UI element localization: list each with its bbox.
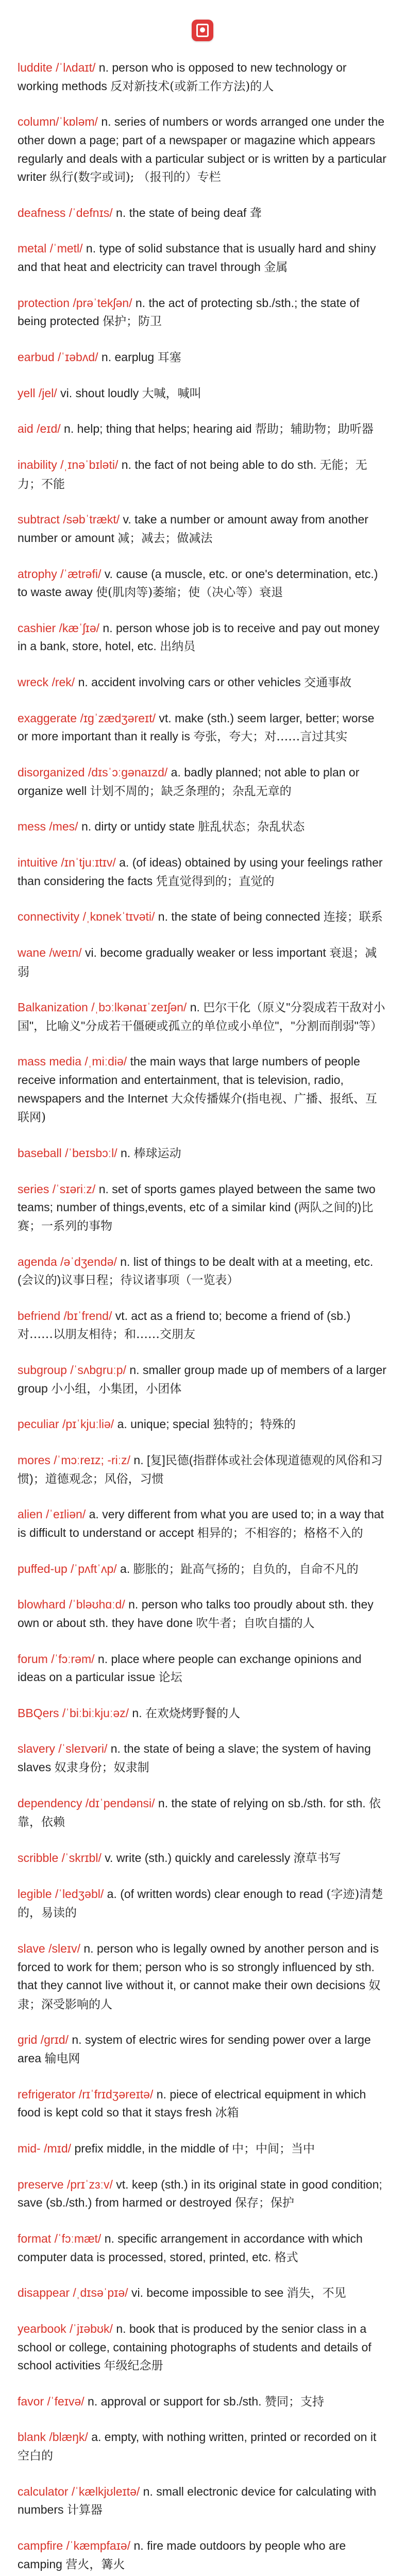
definition: book that is produced by the senior class in a school or college, containing photographs of students and details of school activities [18, 2321, 372, 2372]
glossary-entry [18, 1180, 387, 1236]
chinese-translation: 出纳员 [160, 640, 196, 654]
glossary-entry [18, 673, 387, 692]
phonetic: /ˈɪəbʌd/ [58, 350, 98, 364]
headword: blank [18, 2430, 46, 2444]
glossary-entry [18, 2140, 387, 2159]
headword: series [18, 1182, 49, 1196]
part-of-speech: vi. [85, 945, 97, 959]
phonetic: /ˈbiːbiːkjuːəz/ [62, 1706, 129, 1720]
chinese-translation: 格式 [274, 2250, 298, 2264]
definition: help; thing that helps; hearing aid [77, 422, 252, 436]
part-of-speech: n. [128, 1598, 139, 1612]
part-of-speech: n. [97, 1652, 108, 1666]
definition: person whose job is to receive and pay out money in a bank, store, hotel, etc. [18, 621, 380, 653]
chinese-translation: 无能；无力；不能 [18, 458, 367, 491]
part-of-speech: n. [110, 1742, 121, 1756]
headword: deafness [18, 206, 66, 219]
phonetic: /ɪɡˈzædʒəreɪt/ [80, 711, 156, 725]
definition: fire made outdoors by people who are camping [18, 2539, 346, 2571]
headword: puffed-up [18, 1562, 68, 1575]
phonetic: /dɪˈpendənsi/ [85, 1796, 155, 1810]
headword: earbud [18, 350, 55, 364]
phonetic: /ˈeɪliən/ [46, 1507, 86, 1521]
glossary-entry [18, 59, 387, 96]
phonetic: /ˈledʒəbl/ [55, 1887, 104, 1901]
headword: slave [18, 1941, 45, 1955]
headword: metal [18, 242, 47, 256]
glossary-entry [18, 1849, 387, 1868]
phonetic: /ˈfɔːrəm/ [51, 1652, 95, 1666]
chinese-translation: 金属 [264, 261, 288, 275]
headword: calculator [18, 2484, 69, 2498]
part-of-speech: n. [81, 820, 92, 834]
chinese-translation: 计划不周的；缺乏条理的；杂乱无章的 [90, 784, 292, 798]
phonetic: /ˈsɪəriːz/ [52, 1182, 96, 1196]
part-of-speech: a. [171, 766, 181, 779]
phonetic: /ˈlʌdaɪt/ [56, 61, 96, 74]
glossary-entry [18, 1144, 387, 1163]
chinese-translation: 独特的；特殊的 [212, 1418, 296, 1432]
glossary-entry [18, 348, 387, 367]
glossary-entry [18, 1053, 387, 1127]
part-of-speech: prefix [74, 2142, 104, 2156]
chinese-translation: 反对新技术(或新工作方法)的人 [110, 79, 274, 93]
chinese-translation: 输电网 [44, 2052, 80, 2066]
definition: empty, with nothing written, printed or recorded on it [104, 2430, 377, 2444]
glossary-entry [18, 420, 387, 439]
headword: forum [18, 1652, 48, 1666]
headword: wreck [18, 675, 49, 689]
definition: become gradually weaker or less important [100, 945, 326, 959]
part-of-speech: v. [105, 1851, 113, 1865]
part-of-speech: n. [101, 115, 111, 129]
definition: smaller group made up of members of a larger group [18, 1363, 386, 1395]
headword: legible [18, 1887, 52, 1901]
glossary-entry [18, 1885, 387, 1923]
glossary-entry [18, 1307, 387, 1344]
glossary-entry [18, 2393, 387, 2412]
chinese-translation: 冰箱 [215, 2106, 239, 2120]
phonetic: /ˌkɒnekˈtɪvəti/ [82, 910, 155, 924]
chinese-translation: 大众传播媒介(指电视、广播、报纸、互联网) [18, 1092, 377, 1125]
phonetic: /ˈpʌftˈʌp/ [71, 1562, 117, 1575]
definition: place where people can exchange opinions and ideas on a particular issue [18, 1652, 362, 1684]
definition: [复]民德(指群体或社会体现道德观的风俗和习惯)；道德观念；风俗，习惯 [18, 1453, 383, 1485]
definition: accident involving cars or other vehicles [91, 675, 301, 689]
part-of-speech: n. [72, 2033, 82, 2047]
headword: inability [18, 457, 57, 471]
definition: the fact of not being able to do sth. [134, 457, 317, 471]
headword: slavery [18, 1742, 55, 1756]
definition: specific arrangement in accordance with which computer data is processed, stored, printed, etc. [18, 2231, 363, 2264]
glossary-entry [18, 944, 387, 981]
glossary-entry [18, 1505, 387, 1543]
headword: blowhard [18, 1598, 66, 1612]
glossary-entry [18, 113, 387, 187]
headword: disappear [18, 2286, 70, 2300]
headword: subgroup [18, 1363, 67, 1377]
phonetic: /rɪˈfrɪdʒəreɪtə/ [78, 2087, 154, 2101]
glossary-entry [18, 2320, 387, 2376]
phonetic: /ˌmiːdiə/ [85, 1055, 127, 1069]
part-of-speech: a. [119, 855, 129, 869]
glossary-entry [18, 240, 387, 277]
definition: person who talks too proudly about sth. they own or about sth. they have done [18, 1598, 374, 1630]
chinese-translation: 脏乱状态；杂乱状态 [198, 820, 305, 834]
definition: shout loudly [75, 386, 139, 400]
chinese-translation: 大喊，喊叫 [142, 386, 201, 400]
chinese-translation: 空白的 [18, 2449, 53, 2463]
phonetic: /ˈmetl/ [49, 242, 83, 256]
definition: the state of being deaf [129, 206, 247, 219]
glossary-entry [18, 1596, 387, 1633]
chinese-translation: 相异的；不相容的；格格不入的 [197, 1526, 363, 1540]
app-logo-icon [192, 20, 213, 41]
phonetic: /ɡrɪd/ [40, 2033, 69, 2047]
phonetic: /ˈkæmpfaɪə/ [66, 2539, 131, 2553]
part-of-speech: n. [133, 2539, 144, 2553]
part-of-speech: n. [120, 1255, 130, 1268]
phonetic: /mɪd/ [44, 2142, 72, 2156]
phonetic: /kæˈʃɪə/ [59, 621, 100, 635]
definition: set of sports games played between the same two teams; number of things,events, etc of a similar kind (两队之间的)比赛；一系列的事物 [18, 1182, 376, 1232]
definition: type of solid substance that is usually hard and shiny and that heat and electricity can travel through [18, 242, 376, 274]
glossary-entry [18, 764, 387, 801]
definition: (of written words) clear enough to read [120, 1887, 323, 1901]
definition: the state of being connected [171, 910, 320, 924]
headword: BBQers [18, 1706, 59, 1720]
headword: favor [18, 2394, 44, 2408]
phonetic: /ˈdefnɪs/ [69, 206, 113, 219]
headword: yell [18, 386, 36, 400]
glossary-entry [18, 709, 387, 747]
chinese-translation: 奴隶；深受影响的人 [18, 1979, 381, 2011]
chinese-translation: 赞同；支持 [264, 2395, 324, 2409]
headword: scribble [18, 1851, 59, 1865]
chinese-translation: 依靠，依赖 [18, 1797, 381, 1829]
headword: peculiar [18, 1417, 59, 1431]
phonetic: /ˈkælkjʊleɪtə/ [71, 2484, 140, 2498]
chinese-translation: (字迹)清楚的，易读的 [18, 1887, 383, 1920]
part-of-speech: n. [116, 206, 126, 219]
headword: cashier [18, 621, 56, 635]
glossary-entry [18, 1794, 387, 1832]
definition: the main ways that large numbers of people receive information and entertainment, that is television, radio, newspapers and the Internet [18, 1055, 360, 1105]
chinese-translation: 吹牛者；自吹自擂的人 [196, 1616, 315, 1630]
chinese-translation: 使(肌肉等)萎缩；使（决心等）衰退 [96, 586, 283, 600]
part-of-speech: n. [158, 1796, 168, 1810]
glossary-entry [18, 854, 387, 891]
chinese-translation: 聋 [249, 206, 262, 220]
chinese-translation: 交通事故 [304, 676, 352, 690]
part-of-speech: n. [98, 1182, 109, 1196]
chinese-translation: 棒球运动 [133, 1146, 181, 1160]
glossary-entry [18, 456, 387, 494]
phonetic: /ˈsʌbɡruːp/ [70, 1363, 126, 1377]
phonetic: /mes/ [49, 820, 78, 834]
part-of-speech: n. [88, 2394, 98, 2408]
headword: luddite [18, 61, 53, 74]
part-of-speech: n. [133, 1453, 144, 1467]
definition: dirty or untidy state [94, 820, 195, 834]
part-of-speech: n. [156, 2087, 166, 2101]
headword: yearbook [18, 2321, 66, 2335]
phonetic: /ˈjɪəbʊk/ [70, 2321, 113, 2335]
glossary-entry [18, 619, 387, 656]
chinese-translation: 消失，不见 [286, 2286, 346, 2300]
chinese-translation: 耳塞 [157, 351, 181, 365]
entry-list [18, 59, 387, 2576]
phonetic: /jel/ [38, 386, 57, 400]
chinese-translation: 纵行(数字或词); （报刊的）专栏 [49, 171, 221, 184]
part-of-speech: n. [129, 1363, 140, 1377]
definition: system of electric wires for sending power over a large area [18, 2033, 371, 2065]
phonetic: /əˈdʒendə/ [60, 1255, 117, 1268]
part-of-speech: n. [158, 910, 168, 924]
part-of-speech: n. [86, 242, 96, 256]
part-of-speech: a. [120, 1562, 130, 1575]
part-of-speech: n. [78, 675, 88, 689]
headword: intuitive [18, 855, 58, 869]
glossary-entry [18, 1415, 387, 1434]
glossary-entry [18, 204, 387, 223]
definition: middle, in the middle of [107, 2142, 229, 2156]
headword: connectivity [18, 910, 80, 924]
phonetic: /ˌbɔːlkənaɪˈzeɪʃən/ [91, 1001, 187, 1014]
definition: the state of relying on sb./sth. for sth. [171, 1796, 366, 1810]
chinese-translation: 年级纪念册 [104, 2359, 163, 2373]
headword: Balkanization [18, 1001, 88, 1014]
glossary-entry [18, 1451, 387, 1488]
chinese-translation: 营火，篝火 [65, 2557, 125, 2571]
definition: write (sth.) quickly and carelessly [116, 1851, 291, 1865]
chinese-translation: 帮助；辅助物；助听器 [255, 422, 374, 436]
headword: mid- [18, 2142, 41, 2156]
definition: earplug [114, 350, 155, 364]
glossary-entry [18, 998, 387, 1036]
headword: format [18, 2231, 52, 2245]
part-of-speech: n. [103, 621, 113, 635]
phonetic: /ˈfeɪvə/ [47, 2394, 85, 2408]
glossary-entry [18, 2086, 387, 2123]
part-of-speech: vt. [116, 2177, 129, 2191]
part-of-speech: n. [101, 350, 112, 364]
headword: subtract [18, 513, 60, 527]
phonetic: /prɪˈzɜːv/ [66, 2177, 113, 2191]
glossary-entry [18, 2176, 387, 2213]
part-of-speech: n. [135, 296, 146, 310]
part-of-speech: n. [143, 2484, 153, 2498]
headword: befriend [18, 1309, 61, 1323]
headword: atrophy [18, 567, 57, 581]
glossary-entry [18, 1361, 387, 1398]
glossary-entry [18, 565, 387, 602]
phonetic: /ˈbeɪsbɔːl/ [65, 1146, 117, 1160]
glossary-entry [18, 2284, 387, 2303]
chinese-translation: 论坛 [158, 1671, 182, 1685]
part-of-speech: vt. [115, 1309, 128, 1323]
part-of-speech: n. [98, 61, 109, 74]
glossary-entry [18, 2031, 387, 2068]
headword: aid [18, 422, 33, 436]
chinese-translation: 中；中间；当中 [231, 2142, 315, 2156]
part-of-speech: n. [190, 1001, 200, 1014]
phonetic: /ˈmɔːreɪz; -riːz/ [54, 1453, 131, 1467]
glossary-entry [18, 2428, 387, 2465]
part-of-speech: n. [121, 457, 131, 471]
chinese-translation: 连接；联系 [323, 910, 383, 924]
part-of-speech: n. [64, 422, 74, 436]
chinese-translation: 夸张，夸大；对……言过其实 [193, 730, 348, 744]
glossary-entry [18, 384, 387, 403]
part-of-speech: a. [107, 1887, 117, 1901]
phonetic: /ˈbləʊhɑːd/ [69, 1598, 125, 1612]
headword: agenda [18, 1255, 57, 1268]
part-of-speech: vi. [60, 386, 73, 400]
headword: wane [18, 945, 46, 959]
part-of-speech: n. [83, 1941, 94, 1955]
headword: grid [18, 2033, 38, 2047]
part-of-speech: n. [132, 1706, 142, 1720]
glossary-entry [18, 2483, 387, 2520]
chinese-translation: 潦草书写 [293, 1852, 341, 1865]
definition: the state of being a slave; the system of having slaves [18, 1742, 371, 1774]
definition: person who is legally owned by another person and is forced to work for them; person who is so strongly influenced by sth. that they cannot live without it, or cannot make their own decisions [18, 1941, 379, 1992]
phonetic: /səbˈtrækt/ [63, 513, 120, 527]
definition: become impossible to see [146, 2286, 284, 2300]
headword: refrigerator [18, 2087, 76, 2101]
definition: 膨胀的；趾高气扬的；自负的，自命不凡的 [133, 1562, 359, 1575]
phonetic: /bɪˈfrend/ [63, 1309, 112, 1323]
header [18, 20, 387, 41]
chinese-translation: 对……以朋友相待；和……交朋友 [18, 1328, 195, 1342]
definition: unique; special [130, 1417, 210, 1431]
definition: (of ideas) obtained by using your feelings rather than considering the facts [18, 855, 383, 888]
part-of-speech: n. [120, 1146, 131, 1160]
headword: exaggerate [18, 711, 77, 725]
glossary-entry [18, 1940, 387, 2014]
part-of-speech: vt. [159, 711, 172, 725]
glossary-entry [18, 294, 387, 331]
glossary-entry [18, 1650, 387, 1687]
definition: act as a friend to; become a friend of (sb.) [131, 1309, 351, 1323]
glossary-entry [18, 2230, 387, 2267]
glossary-entry [18, 1740, 387, 1777]
phonetic: /prəˈtekʃən/ [73, 296, 132, 310]
definition: series of numbers or words arranged one under the other down a page; part of a newspaper or magazine which appears regularly and deals with a particular subject or is written by a particular writer [18, 115, 386, 184]
chinese-translation: 奴隶身份；奴隶制 [54, 1761, 149, 1775]
headword: alien [18, 1507, 43, 1521]
phonetic: /pɪˈkjuːliə/ [62, 1417, 114, 1431]
phonetic: /ˈfɔːmæt/ [54, 2231, 102, 2245]
part-of-speech: a. [89, 1507, 99, 1521]
glossary-entry [18, 1560, 387, 1579]
definition: the act of protecting sb./sth.; the state of being protected [18, 296, 360, 328]
chinese-translation: 减；减去；做减法 [117, 531, 213, 545]
chinese-translation: 凭直觉得到的；直觉的 [156, 874, 275, 888]
phonetic: /ˌdɪsəˈpɪə/ [73, 2286, 128, 2300]
chinese-translation: 保存；保护 [234, 2196, 294, 2210]
chinese-translation: 衰退；减弱 [18, 946, 377, 979]
phonetic: /ˈsleɪvəri/ [58, 1742, 108, 1756]
definition: small electronic device for calculating with numbers [18, 2484, 377, 2517]
phonetic: /sleɪv/ [48, 1941, 80, 1955]
definition: list of things to be dealt with at a meeting, etc. (会议的)议事日程；待议诸事项（一览表） [18, 1255, 374, 1287]
phonetic: /dɪsˈɔːɡənaɪzd/ [88, 766, 168, 779]
part-of-speech: n. [116, 2321, 126, 2335]
chinese-translation: 小小组，小集团，小团体 [51, 1382, 182, 1396]
phonetic: /eɪd/ [37, 422, 61, 436]
definition: approval or support for sb./sth. [100, 2394, 262, 2408]
phonetic: /ˌɪnəˈbɪləti/ [60, 457, 119, 471]
glossary-entry [18, 1704, 387, 1723]
glossary-entry [18, 1253, 387, 1290]
definition: take a number or amount away from another number or amount [18, 513, 368, 545]
chinese-translation: 保护；防卫 [102, 315, 162, 329]
definition: very different from what you are used to; in a way that is difficult to understand or accept [18, 1507, 384, 1539]
phonetic: /ˈætrəfi/ [60, 567, 102, 581]
headword: baseball [18, 1146, 62, 1160]
definition: person who is opposed to new technology or working methods [18, 61, 347, 93]
definition: badly planned; not able to plan or organize well [18, 766, 360, 798]
chinese-translation: 计算器 [66, 2503, 103, 2517]
headword: disorganized [18, 766, 85, 779]
glossary-entry [18, 908, 387, 927]
headword: protection [18, 296, 70, 310]
part-of-speech: v. [123, 513, 131, 527]
headword: mores [18, 1453, 50, 1467]
part-of-speech: n. [104, 2231, 114, 2245]
headword: campfire [18, 2539, 63, 2553]
part-of-speech: v. [104, 567, 113, 581]
definition: cause (a muscle, etc. or one's determination, etc.) to waste away [18, 567, 378, 599]
headword: dependency [18, 1796, 82, 1810]
headword: mass media [18, 1055, 81, 1069]
glossary-entry [18, 511, 387, 548]
phonetic: /blæŋk/ [49, 2430, 88, 2444]
glossary-entry [18, 2537, 387, 2574]
definition: 巴尔干化（原义"分裂成若干敌对小国"，比喻义"分成若干僵硬或孤立的单位或小单位"，"分割而削弱"等） [18, 1001, 385, 1032]
phonetic: /rek/ [52, 675, 75, 689]
definition: make (sth.) seem larger, better; worse or more important than it really is [18, 711, 375, 743]
glossary-entry [18, 818, 387, 837]
headword: preserve [18, 2177, 64, 2191]
part-of-speech: a. [91, 2430, 102, 2444]
definition: 在欢烧烤野餐的人 [145, 1706, 240, 1720]
definition: keep (sth.) in its original state in good condition; save (sb./sth.) from harmed or destroyed [18, 2177, 382, 2210]
phonetic: /ˈskrɪbl/ [61, 1851, 102, 1865]
headword: column/ˈkɒləm/ [18, 115, 98, 129]
headword: mess [18, 820, 46, 834]
definition: piece of electrical equipment in which food is kept cold so that it stays fresh [18, 2087, 366, 2120]
phonetic: /weɪn/ [49, 945, 82, 959]
part-of-speech: vi. [131, 2286, 143, 2300]
part-of-speech: a. [117, 1417, 127, 1431]
phonetic: /ɪnˈtjuːɪtɪv/ [61, 855, 116, 869]
